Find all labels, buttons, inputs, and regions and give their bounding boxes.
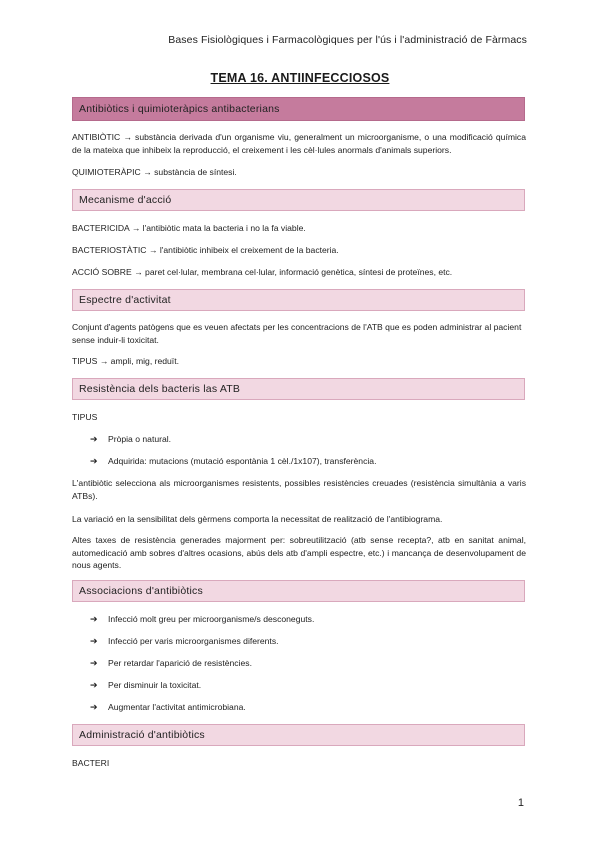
paragraph-action-site: ACCIÓ SOBRE → paret cel·lular, membrana cel·lular, informació genètica, síntesi de proteïnes, etc. xyxy=(72,267,453,277)
list-item: ➔ Infecció per varis microorganismes diferents. xyxy=(90,636,279,646)
paragraph-types-label: TIPUS xyxy=(72,412,98,422)
running-header: Bases Fisiològiques i Farmacològiques per l'ús i l'administració de Fàrmacs xyxy=(168,34,527,46)
paragraph-bacteria-label: BACTERI xyxy=(72,758,110,768)
paragraph-chemotherapeutic-definition: QUIMIOTERÀPIC → substància de síntesi. xyxy=(72,167,237,177)
section-heading-antibiotics: Antibiòtics i quimioteràpics antibacterians xyxy=(72,97,525,121)
list-item: ➔ Adquirida: mutacions (mutació espontània 1 cèl./1x107), transferència. xyxy=(90,456,377,466)
paragraph-antibiotic-definition: ANTIBIÒTIC → substància derivada d'un organisme viu, generalment un microorganisme, o una modificació química de la mateixa que inhibeix la reproducció, el creixement i les cèl·lules anormals d'animals superiors. xyxy=(72,132,526,155)
page-number: 1 xyxy=(517,797,524,809)
arrow-bullet-icon: ➔ xyxy=(90,680,98,690)
arrow-bullet-icon: ➔ xyxy=(90,614,98,624)
arrow-bullet-icon: ➔ xyxy=(90,456,98,466)
paragraph-bacteriostatic: BACTERIOSTÀTIC → l'antibiòtic inhibeix el creixement de la bacteria. xyxy=(72,245,339,255)
paragraph-spectrum-types: TIPUS → ampli, mig, reduït. xyxy=(72,356,179,366)
paragraph-bactericide: BACTERICIDA → l'antibiòtic mata la bacteria i no la fa viable. xyxy=(72,223,306,233)
arrow-bullet-icon: ➔ xyxy=(90,658,98,668)
section-heading-spectrum: Espectre d'activitat xyxy=(72,289,525,311)
arrow-bullet-icon: ➔ xyxy=(90,636,98,646)
list-item: ➔ Infecció molt greu per microorganisme/s desconeguts. xyxy=(90,614,315,624)
list-item: ➔ Augmentar l'activitat antimicrobiana. xyxy=(90,702,246,712)
arrow-bullet-icon: ➔ xyxy=(90,434,98,444)
list-item: ➔ Per disminuir la toxicitat. xyxy=(90,680,202,690)
page-title: TEMA 16. ANTIINFECCIOSOS xyxy=(210,71,390,85)
section-heading-associations: Associacions d'antibiòtics xyxy=(72,580,525,602)
section-heading-resistance: Resistència dels bacteris las ATB xyxy=(72,378,525,400)
list-item: ➔ Per retardar l'aparició de resistències. xyxy=(90,658,252,668)
arrow-bullet-icon: ➔ xyxy=(90,702,98,712)
paragraph-high-rates: Altes taxes de resistència generades majorment per: sobreutilització (atb sense recepta?, atb en sanitat animal, automedicació amb sobres d'altres ocasions, abús dels atb d'ampli espectre, etc.) i mancança de desenvolupament de nous agents. xyxy=(72,535,526,570)
paragraph-selection: L'antibiòtic selecciona als microorganismes resistents, possibles resistències creuades (resistència simultània a varis ATBs). xyxy=(72,478,526,501)
paragraph-spectrum-definition: Conjunt d'agents patògens que es veuen afectats per les concentracions de l'ATB que es poden administrar al pacient sense induir-li toxicitat. xyxy=(72,322,522,345)
paragraph-sensitivity: La variació en la sensibilitat dels gèrmens comporta la necessitat de realització de l'antibiograma. xyxy=(72,514,443,524)
section-heading-administration: Administració d'antibiòtics xyxy=(72,724,525,746)
list-item: ➔ Pròpia o natural. xyxy=(90,434,172,444)
section-heading-mechanism: Mecanisme d'acció xyxy=(72,189,525,211)
